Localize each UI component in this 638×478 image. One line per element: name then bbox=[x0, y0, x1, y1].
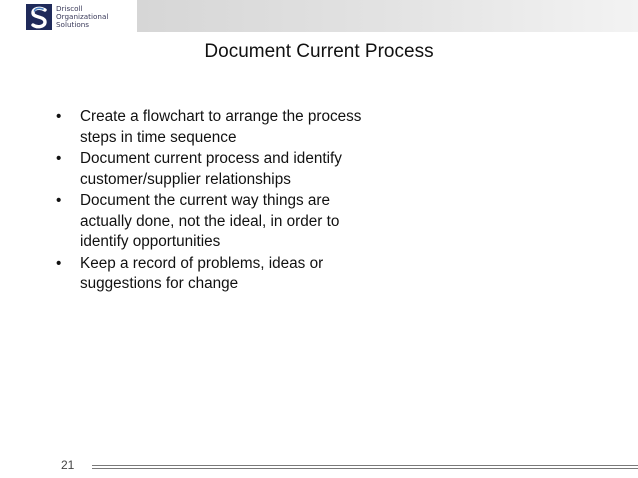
bullet-list bbox=[56, 107, 376, 296]
logo-line-2: Organizational bbox=[56, 11, 109, 21]
bullet-text: Create a flowchart to arrange the process steps in time sequence bbox=[80, 108, 362, 146]
header-band bbox=[0, 0, 638, 32]
bullet-item bbox=[56, 254, 376, 295]
bullet-marker: • bbox=[56, 192, 62, 209]
bullet-item bbox=[56, 107, 376, 148]
logo-line-1: Driscoll bbox=[56, 3, 83, 13]
page-number: 21 bbox=[61, 458, 75, 472]
logo-s-mark-icon bbox=[26, 4, 52, 30]
bullet-marker: • bbox=[56, 254, 62, 272]
logo-wordmark bbox=[56, 5, 108, 29]
bullet-text: Document the current way things are actually done, not the ideal, in order to identify opportunities bbox=[80, 192, 340, 250]
logo-line-3: Solutions bbox=[56, 19, 90, 29]
bullet-text: Keep a record of problems, ideas or suggestions for change bbox=[80, 254, 324, 292]
footer-divider bbox=[92, 465, 638, 469]
bullet-item bbox=[56, 149, 376, 190]
slide-title-text: Document Current Process bbox=[204, 41, 434, 62]
slide-title bbox=[0, 41, 638, 63]
bullet-item bbox=[56, 191, 376, 253]
company-logo bbox=[26, 3, 136, 30]
bullet-marker: • bbox=[56, 108, 62, 125]
bullet-text: Document current process and identify customer/supplier relationships bbox=[80, 150, 342, 188]
header-gradient-bar bbox=[137, 0, 638, 32]
bullet-marker: • bbox=[56, 150, 62, 167]
